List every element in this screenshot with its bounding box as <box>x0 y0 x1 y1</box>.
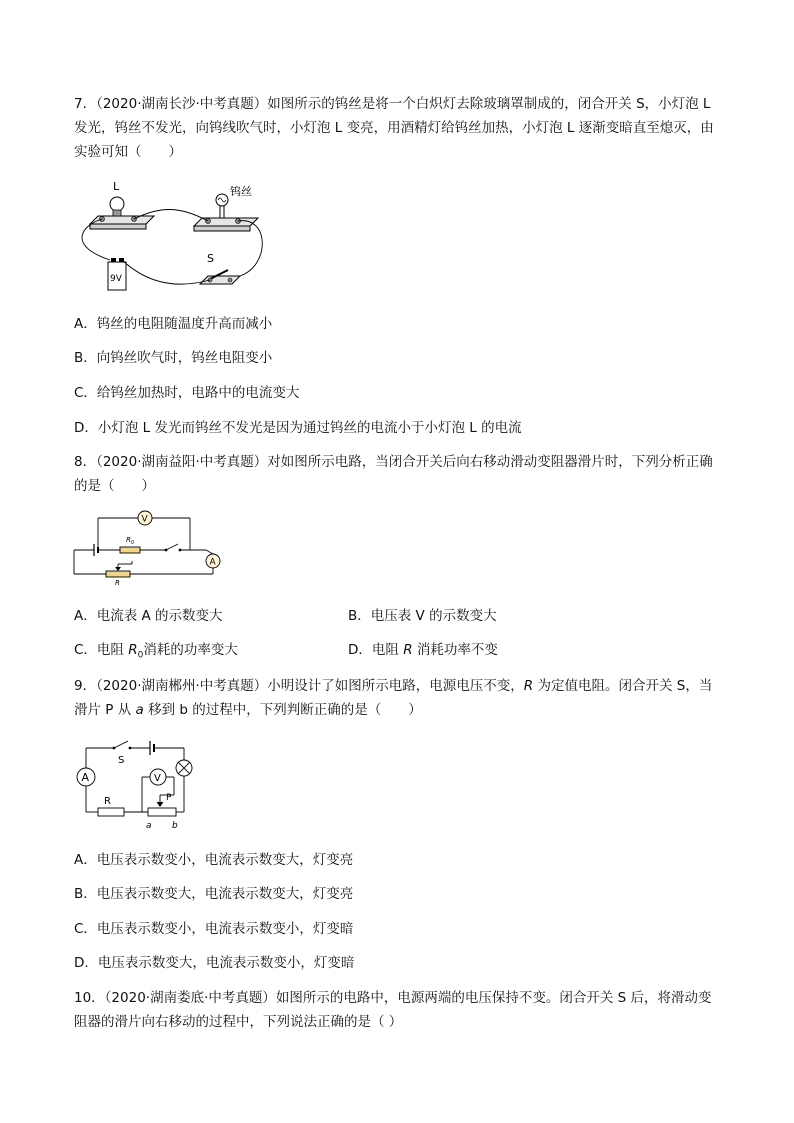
question-10-stem: 10．（2020·湖南娄底·中考真题）如图所示的电路中，电源两端的电压保持不变。闭合开关 S 后，将滑动变阻器的滑片向右移动的过程中，下列说法正确的是（ ） <box>74 990 712 1030</box>
svg-text:b: b <box>172 821 178 830</box>
q9-option-d[interactable]: D．电压表示数变大，电流表示数变小，灯变暗 <box>74 955 355 971</box>
svg-text:V: V <box>154 773 161 784</box>
q9-option-a[interactable]: A．电压表示数变小，电流表示数变大，灯变亮 <box>74 852 354 868</box>
switch-label: S <box>207 252 214 265</box>
question-8-figure <box>70 506 230 586</box>
q7-option-a[interactable]: A．钨丝的电阻随温度升高而减小 <box>74 316 273 332</box>
switch-icon <box>114 741 128 748</box>
q8-option-d[interactable]: D．电阻 R 消耗功率不变 <box>348 642 498 658</box>
q7-option-d[interactable]: D．小灯泡 L 发光而钨丝不发光是因为通过钨丝的电流小于小灯泡 L 的电流 <box>74 420 522 436</box>
q7-option-b[interactable]: B．向钨丝吹气时，钨丝电阻变小 <box>74 350 273 366</box>
rheostat <box>148 808 176 816</box>
svg-text:R0: $R_0$ <box>126 536 135 546</box>
lamp-bulb-icon <box>110 197 124 211</box>
question-9-figure <box>70 738 210 830</box>
question-7-figure <box>70 176 270 296</box>
q9-option-c[interactable]: C．电压表示数变小，电流表示数变小，灯变暗 <box>74 921 354 937</box>
q7-option-c[interactable]: C．给钨丝加热时，电路中的电流变大 <box>74 385 300 401</box>
slider-arrow-icon <box>157 802 164 807</box>
q8-option-b[interactable]: B．电压表 V 的示数变大 <box>348 608 497 624</box>
battery-label: 9V <box>110 274 122 284</box>
slider-arrow-icon <box>115 567 121 571</box>
svg-text:S: S <box>118 755 125 766</box>
resistor-r <box>98 808 124 816</box>
lamp-label: L <box>113 180 120 193</box>
question-8-stem: 8．（2020·湖南益阳·中考真题）对如图所示电路，当闭合开关后向右移动滑动变阻器滑片时，下列分析正确的是（ ） <box>74 454 713 494</box>
q8-option-a[interactable]: A．电流表 A 的示数变大 <box>74 608 223 624</box>
question-7-stem: 7．（2020·湖南长沙·中考真题）如图所示的钨丝是将一个白炽灯去除玻璃罩制成的，闭合开关 S，小灯泡 L 发光，钨丝不发光，向钨线吹气时，小灯泡 L 变亮，用酒精灯给钨丝加热，小灯泡 L 逐渐变暗直至熄灭，由实验可知（ ） <box>74 96 714 160</box>
svg-text:P: P <box>166 793 172 803</box>
svg-text:A: A <box>209 557 216 568</box>
q8-option-c[interactable]: C．电阻 $R_0$消耗的功率变大 <box>74 642 238 661</box>
svg-text:R: R <box>115 579 120 586</box>
svg-text:a: a <box>146 821 152 830</box>
svg-text:A: A <box>81 771 90 784</box>
question-9-stem: 9．（2020·湖南郴州·中考真题）小明设计了如图所示电路，电源电压不变，R 为定值电阻。闭合开关 S，当滑片 P 从 a 移到 b 的过程中，下列判断正确的是（ ） <box>74 678 713 718</box>
q9-option-b[interactable]: B．电压表示数变大，电流表示数变大，灯变亮 <box>74 886 354 902</box>
resistor-r0 <box>120 547 140 553</box>
tungsten-label: 钨丝 <box>230 185 252 198</box>
svg-text:V: V <box>141 514 148 525</box>
svg-text:R: R <box>104 796 111 807</box>
rheostat <box>106 571 130 577</box>
switch-icon <box>166 544 178 550</box>
